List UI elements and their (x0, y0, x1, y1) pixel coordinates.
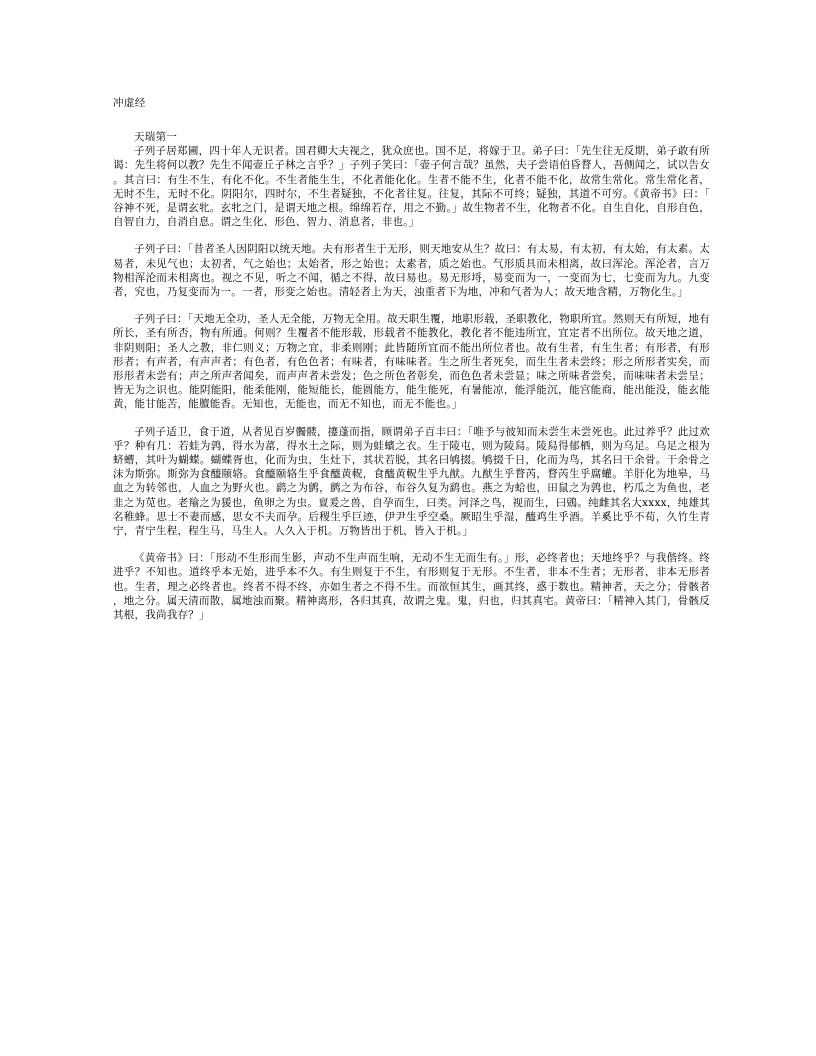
body-paragraph-5: 《黄帝书》曰：「形动不生形而生影，声动不生声而生响，无动不生无而生有。」形，必终者也；天地终乎？与我偕终。终进乎？不知也。道终乎本无始，进乎本不久。有生则复于不生，有形则复于无形。不生者，非本不生者；无形者，非本无形者也。生者，理之必终者也。终者不得不终，亦如生者之不得不生。而欲恒其生，画其终，惑于数也。精神者，天之分；骨骸者，地之分。属天清而散，属地浊而聚。精神离形，各归其真，故谓之鬼。鬼，归也，归其真宅。黄帝曰：「精神入其门，骨骸反其根，我尚我存？」 (113, 552, 710, 622)
body-paragraph-2: 子列子曰：「昔者圣人因阴阳以统天地。夫有形者生于无形，则天地安从生？故曰：有太易，有太初，有太始，有太素。太易者，未见气也；太初者，气之始也；太始者，形之始也；太素者，质之始也。气形质具而未相离，故曰浑沦。浑沦者，言万物相浑沦而未相离也。视之不见，听之不闻，循之不得，故曰易也。易无形埒，易变而为一，一变而为七，七变而为九。九变者，究也，乃复变而为一。一者，形变之始也。清轻者上为天，浊重者下为地，冲和气者为人；故天地含精，万物化生。」 (113, 243, 710, 299)
body-paragraph-4: 子列子适卫，食于道，从者见百岁髑髅，攓蓬而指，顾谓弟子百丰曰：「唯予与彼知而未尝生未尝死也。此过养乎？此过欢乎？种有几：若蛙为鹑，得水为䔄，得水土之际，则为蛙蠙之衣。生于陵屯，则为陵舄。陵舄得郁栖，则为乌足。乌足之根为蛴螬，其叶为蝴蝶。蝴蝶胥也，化而为虫，生灶下，其状若脱，其名曰鸲掇。鸲掇千日，化而为鸟，其名曰干余骨。干余骨之沫为斯弥。斯弥为食醯颐辂。食醯颐辂生乎食醯黄軦，食醯黄軦生乎九猷。九猷生乎瞀芮，瞀芮生乎腐蠸。羊肝化为地皋，马血之为转邻也，人血之为野火也。鹞之为鹯，鹯之为布谷，布谷久复为鹞也。燕之为蛤也，田鼠之为鹑也，朽瓜之为鱼也，老韭之为苋也。老羭之为猨也，鱼卵之为虫。亶爰之兽，自孕而生，曰类。河泽之鸟，视而生，曰鶂。纯雌其名大xxxx，纯雄其名稚蜂。思士不妻而感，思女不夫而孕。后稷生乎巨迹，伊尹生乎空桑。厥昭生乎湿，醯鸡生乎酒。羊奚比乎不荀，久竹生青宁，青宁生程，程生马，马生人。人久入于机。万物皆出于机，皆入于机。」 (113, 425, 710, 538)
document-title: 冲虚经 (113, 97, 146, 109)
section-heading-tianrui: 天瑞第一 (134, 131, 178, 143)
body-paragraph-1: 子列子居郑圃，四十年人无识者。国君卿大夫视之，犹众庶也。国不足，将嫁于卫。弟子曰：「先生往无反期，弟子敢有所谒：先生将何以教？先生不闻壶丘子林之言乎？」子列子笑曰：「壶子何言哉？虽然，夫子尝语伯昏瞀人，吾侧闻之，试以告女。其言曰：有生不生，有化不化。不生者能生生，不化者能化化。生者不能不生，化者不能不化，故常生常化。常生常化者，无时不生，无时不化。阴阳尔，四时尔，不生者疑独，不化者往复。往复，其际不可终；疑独，其道不可穷。《黄帝书》曰：「谷神不死，是谓玄牝。玄牝之门，是谓天地之根。绵绵若存，用之不勤。」故生物者不生，化物者不化。自生自化，自形自色，自智自力，自消自息。谓之生化、形色、智力、消息者，非也。」 (113, 145, 710, 229)
body-paragraph-3: 子列子曰：「天地无全功，圣人无全能，万物无全用。故天职生覆，地职形载，圣职教化，物职所宜。然则天有所短，地有所长，圣有所否，物有所通。何则？生覆者不能形载，形载者不能教化，教化者不能违所宜，宜定者不出所位。故天地之道，非阴则阳；圣人之教，非仁则义；万物之宜，非柔则刚；此皆随所宜而不能出所位者也。故有生者，有生生者；有形者，有形形者；有声者，有声声者；有色者，有色色者；有味者，有味味者。生之所生者死矣，而生生者未尝终；形之所形者实矣，而形形者未尝有；声之所声者闻矣，而声声者未尝发；色之所色者彰矣，而色色者未尝显；味之所味者尝矣，而味味者未尝呈；皆无为之识也。能阴能阳，能柔能刚，能短能长，能圆能方，能生能死，有暑能凉，能浮能沉，能宫能商，能出能没，能玄能黄，能甘能苦，能膻能香。无知也，无能也，而无不知也，而无不能也。」 (113, 313, 710, 411)
